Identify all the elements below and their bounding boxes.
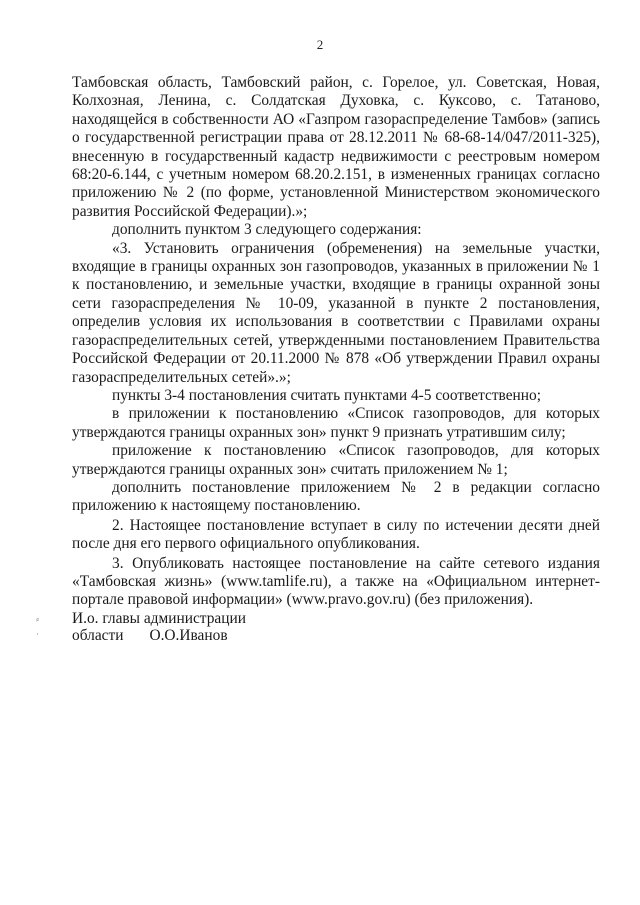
paragraph-renumber-points: пункты 3-4 постановления считать пунктами 4-5 соответственно;	[112, 386, 542, 404]
margin-mark: ⸗	[36, 615, 39, 625]
paragraph-appendix-point-9: в приложении к постановлению «Список газопроводов, для которых утверждаются границы охранных зон» пункт 9 признать утратившим силу;	[72, 405, 600, 441]
signatory-title-line1: И.о. главы администрации	[72, 610, 246, 627]
paragraph-add-point-3: дополнить пунктом 3 следующего содержания:	[112, 221, 422, 239]
paragraph-publication: 3. Опубликовать настоящее постановление на сайте сетевого издания «Тамбовская жизнь» (www.tamlife.ru), а также на «Официальном интернет-портале правовой информации» (www.pravo.gov.ru) (без приложения).	[72, 554, 600, 609]
margin-mark: ·	[36, 630, 39, 640]
paragraph-address-continuation: Тамбовская область, Тамбовский район, с. Горелое, ул. Советская, Новая, Колхозная, Ленина, с. Солдатская Духовка, с. Куксово, с. Татаново, находящейся в собственности АО «Газпром газораспределение Тамбов» (запись о государственной регистрации права от 28.12.2011 № 68-68-14/047/2011-325), внесенную в государственный кадастр недвижимости с реестровым номером 68:20-6.144, с учетным номером 68.20.2.151, в измененных границах согласно приложению № 2 (по форме, установленной Министерством экономического развития Российской Федерации).»;	[72, 74, 600, 220]
paragraph-appendix-2: дополнить постановление приложением № 2 в редакции согласно приложению к настоящему постановлению.	[72, 478, 600, 515]
signatory-name: О.О.Иванов	[149, 627, 228, 644]
signatory-title-line2: области	[72, 627, 124, 644]
signature-block	[72, 610, 246, 644]
page-number: 2	[316, 37, 324, 52]
paragraph-appendix-1: приложение к постановлению «Список газопроводов, для которых утверждаются границы охранных зон» считать приложением № 1;	[72, 442, 600, 478]
paragraph-effective-date: 2. Настоящее постановление вступает в силу по истечении десяти дней после дня его первого официального опубликования.	[72, 516, 600, 553]
paragraph-point-3-text: «3. Установить ограничения (обременения) на земельные участки, входящие в границы охранных зон газопроводов, указанных в приложении № 1 к постановлению, и земельные участки, входящие в границы охранной зоны сети газораспределения № 10-09, указанной в пункте 2 постановления, определив условия их использования в соответствии с Правилами охраны газораспределительных сетей, утвержденными постановлением Правительства Российской Федерации от 20.11.2000 № 878 «Об утверждении Правил охраны газораспределительных сетей».»;	[72, 239, 600, 386]
signature-row	[72, 627, 246, 644]
document-body	[72, 74, 600, 610]
